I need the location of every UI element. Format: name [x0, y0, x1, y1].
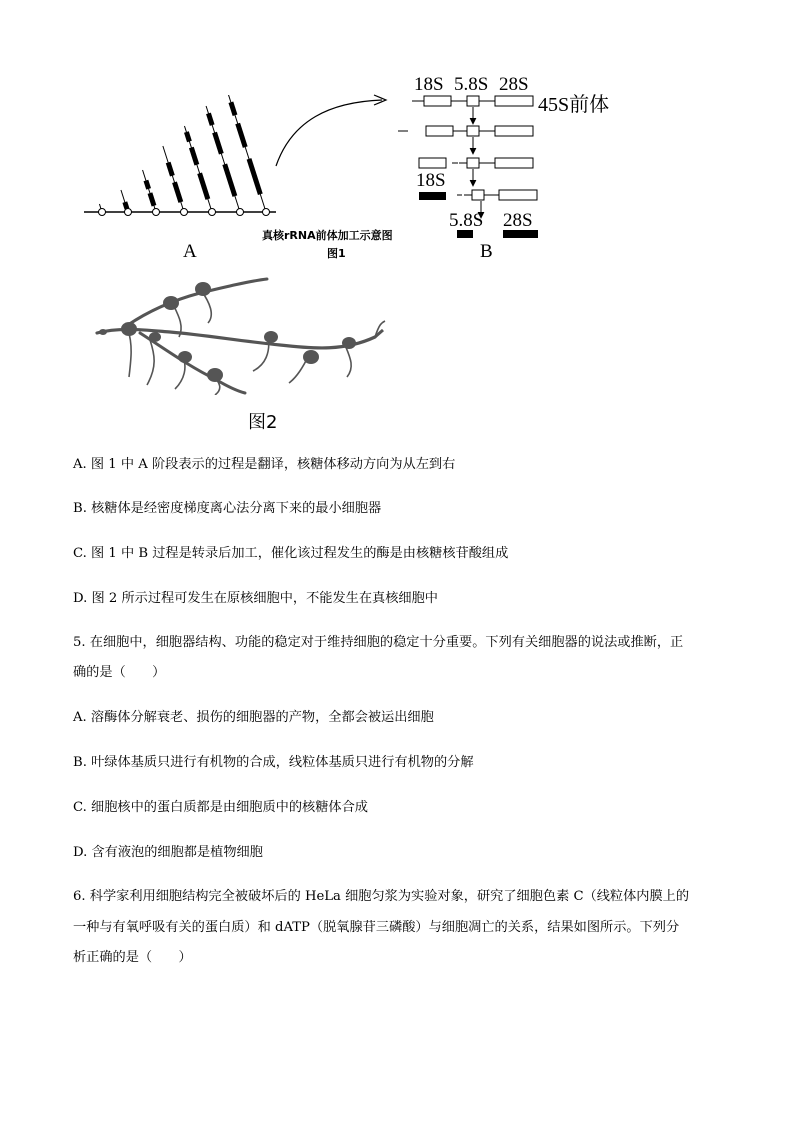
- label-A: A: [183, 241, 197, 262]
- option-5a: A. 溶酶体分解衰老、损伤的细胞器的产物，全都会被运出细胞: [73, 710, 434, 725]
- rrna-segment: [208, 113, 212, 125]
- transcript-line: [163, 146, 184, 212]
- rrna-segment: [225, 164, 235, 196]
- rna-polymerase-circle: [237, 209, 244, 216]
- option-5d: D. 含有液泡的细胞都是植物细胞: [73, 845, 263, 860]
- label-B: B: [480, 241, 493, 262]
- question-6-stem: 6. 科学家利用细胞结构完全被破坏后的 HeLa 细胞匀浆为实验对象，研究了细胞色素 C（线粒体内膜上的: [73, 889, 690, 904]
- question-6-stem-cont1: 一种与有氧呼吸有关的蛋白质）和 dATP（脱氧腺苷三磷酸）与细胞凋亡的关系，结果如图所示。下列分: [73, 920, 680, 935]
- transcript-strands: [99, 95, 266, 212]
- question-5-stem-cont: 确的是（ ）: [73, 665, 166, 680]
- rrna-segment: [150, 193, 154, 206]
- rrna-segment: [168, 163, 172, 176]
- label-5-8s: 5.8S: [454, 74, 489, 95]
- rrna-segment: [186, 132, 189, 141]
- question-5-stem: 5. 在细胞中，细胞器结构、功能的稳定对于维持细胞的稳定十分重要。下列有关细胞器的说法或推断，正: [73, 635, 684, 650]
- rrna-segment: [200, 173, 208, 199]
- figure2-diagram: [75, 275, 405, 395]
- rrna-segment: [146, 181, 149, 189]
- label-18s: 18S: [414, 74, 444, 95]
- rna-polymerase-circle: [263, 209, 270, 216]
- option-5c: C. 细胞核中的蛋白质都是由细胞质中的核糖体合成: [73, 800, 368, 815]
- rrna-segment: [174, 182, 180, 202]
- option-4b: B. 核糖体是经密度梯度离心法分离下来的最小细胞器: [73, 501, 382, 516]
- option-4c: C. 图 1 中 B 过程是转录后加工，催化该过程发生的酶是由核糖核苷酸组成: [73, 546, 509, 561]
- option-5b: B. 叶绿体基质只进行有机物的合成，线粒体基质只进行有机物的分解: [73, 755, 474, 770]
- figure1-title: 真核rRNA前体加工示意图: [262, 229, 393, 242]
- label-18s-product: 18S: [416, 170, 446, 191]
- polymerase-circles: [99, 209, 270, 216]
- option-4a: A. 图 1 中 A 阶段表示的过程是翻译，核糖体移动方向为从左到右: [73, 457, 456, 472]
- figure1-caption: 图1: [327, 247, 346, 260]
- question-6-stem-cont2: 析正确的是（ ）: [73, 950, 192, 965]
- label-28s: 28S: [499, 74, 529, 95]
- label-5-8s-product: 5.8S: [449, 210, 484, 231]
- label-28s-product: 28S: [503, 210, 533, 231]
- label-45s-precursor: 45S前体: [538, 94, 610, 116]
- rrna-segment: [215, 133, 222, 154]
- rrna-segment: [125, 202, 127, 209]
- rna-polymerase-circle: [153, 209, 160, 216]
- rrna-segment: [231, 102, 235, 115]
- figure2-caption: 图2: [248, 412, 278, 433]
- rrna-segment: [191, 148, 197, 165]
- rrna-segment: [249, 159, 260, 194]
- rna-polymerase-circle: [181, 209, 188, 216]
- option-4d: D. 图 2 所示过程可发生在原核细胞中，不能发生在真核细胞中: [73, 591, 438, 606]
- rna-polymerase-circle: [209, 209, 216, 216]
- curved-arrow: [270, 90, 395, 170]
- rrna-segment: [238, 124, 246, 148]
- figure1-part-a-diagram: [80, 95, 285, 225]
- rna-polymerase-circle: [99, 209, 106, 216]
- rna-polymerase-circle: [125, 209, 132, 216]
